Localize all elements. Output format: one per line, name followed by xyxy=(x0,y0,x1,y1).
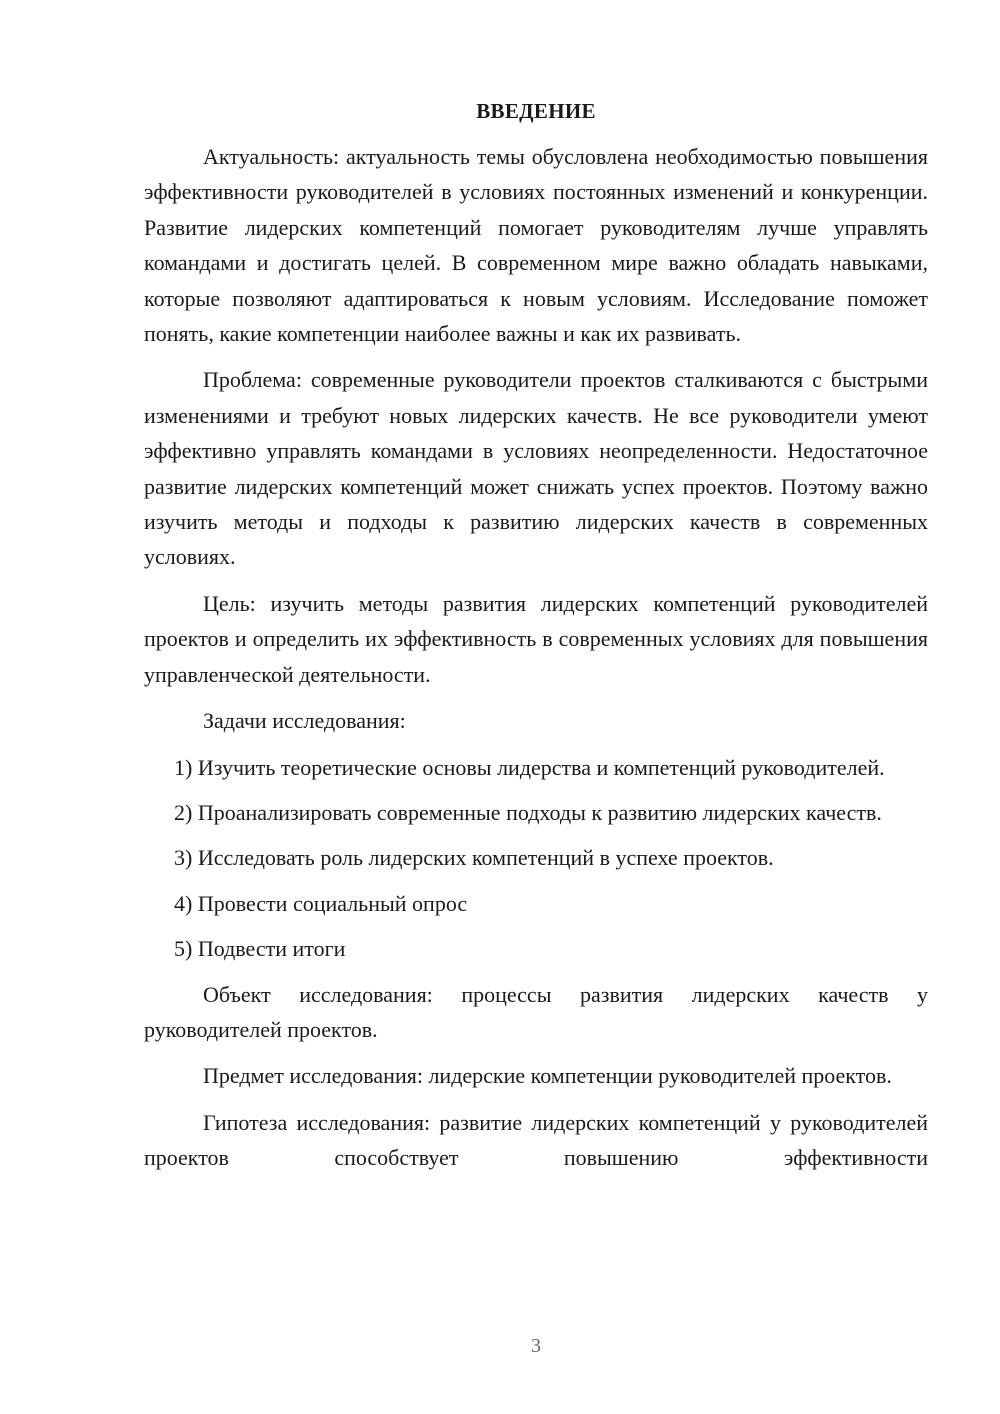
hypothesis-paragraph: Гипотеза исследования: развитие лидерских компетенций у руководителей проектов способствует повышению эффективности xyxy=(144,1109,928,1171)
relevance-paragraph: Актуальность: актуальность темы обусловлена необходимостью повышения эффективности руководителей в условиях постоянных изменений и конкуренции. Развитие лидерских компетенций помогает руководителям лучше управлять командами и достигать целей. В современном мире важно обладать навыками, которые позволяют адаптироваться к новым условиям. Исследование поможет понять, какие компетенции наиболее важны и как их развивать. xyxy=(144,144,928,347)
tasks-heading: Задачи исследования: xyxy=(203,708,406,734)
object-paragraph: Объект исследования: процессы развития лидерских качеств у руководителей проектов. xyxy=(144,981,928,1042)
goal-paragraph: Цель: изучить методы развития лидерских компетенций руководителей проектов и определить их эффективность в современных условиях для повышения управленческой деятельности. xyxy=(144,590,928,687)
page-number: 3 xyxy=(531,1335,541,1357)
problem-paragraph: Проблема: современные руководители проектов сталкиваются с быстрыми изменениями и требуют новых лидерских качеств. Не все руководители умеют эффективно управлять командами в условиях неопределенности. Недостаточное развитие лидерских компетенций может снижать успех проектов. Поэтому важно изучить методы и подходы к развитию лидерских качеств в современных условиях. xyxy=(144,367,928,570)
task-item-4: 4) Провести социальный опрос xyxy=(174,890,468,916)
subject-paragraph: Предмет исследования: лидерские компетенции руководителей проектов. xyxy=(203,1063,892,1089)
task-item-3: 3) Исследовать роль лидерских компетенций в успехе проектов. xyxy=(174,845,774,871)
task-item-2: 2) Проанализировать современные подходы к развитию лидерских качеств. xyxy=(174,799,882,825)
document-page xyxy=(144,95,928,1176)
task-item-1: 1) Изучить теоретические основы лидерства и компетенций руководителей. xyxy=(174,754,885,780)
section-title: ВВЕДЕНИЕ xyxy=(476,99,596,123)
task-item-5: 5) Подвести итоги xyxy=(174,936,346,962)
